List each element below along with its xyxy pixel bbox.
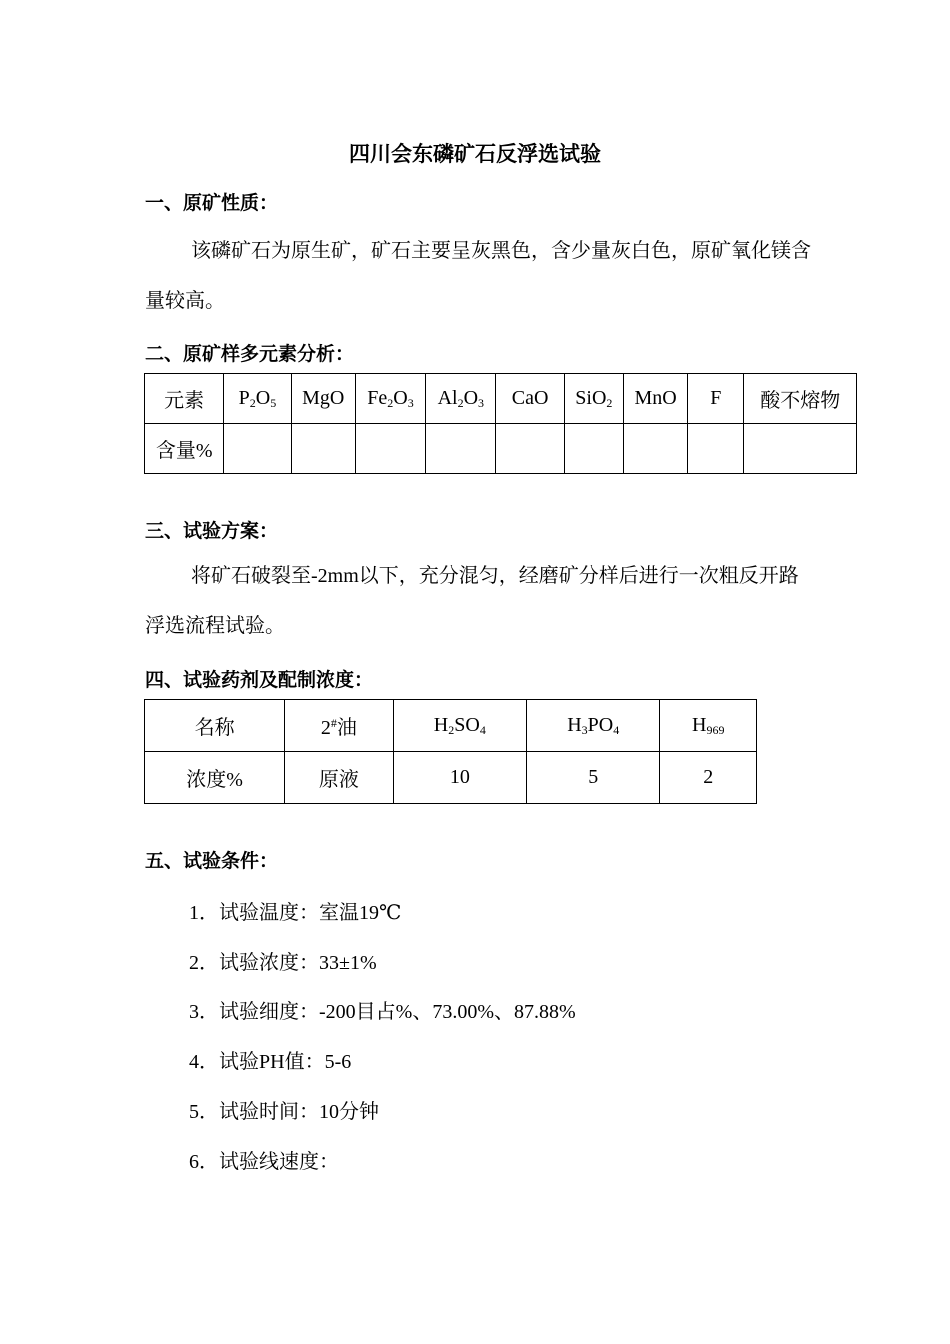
- section-heading-element-analysis: 二、原矿样多元素分析：: [145, 343, 355, 365]
- ore-properties-paragraph: 该磷矿石为原生矿，矿石主要呈灰黑色，含少量灰白色，原矿氧化镁含量较高。: [145, 240, 811, 312]
- table-header-cell: MgO: [291, 374, 355, 424]
- section-heading-reagents: 四、试验药剂及配制浓度：: [145, 669, 374, 691]
- reagent-table: [144, 699, 757, 804]
- condition-item-ph: 4．试验PH值：5-6: [189, 1051, 352, 1073]
- table-header-cell: $Fe_2O_3$: [355, 374, 425, 424]
- table-header-cell: CaO: [496, 374, 564, 424]
- table-cell: [564, 424, 623, 474]
- condition-item-temperature: 1．试验温度：室温19℃: [189, 902, 402, 924]
- table-header-cell: F: [688, 374, 744, 424]
- test-plan-paragraph: 将矿石破裂至-2mm以下，充分混匀，经磨矿分样后进行一次粗反开路浮选流程试验。: [145, 565, 799, 637]
- table-cell: [688, 424, 744, 474]
- table-header-cell: $Al_2O_3$: [426, 374, 496, 424]
- table-header-cell: $P_2O_5$: [224, 374, 291, 424]
- table-row: [145, 752, 757, 804]
- table-header-cell: $H_3PO_4$: [527, 700, 660, 752]
- condition-item-concentration: 2．试验浓度：33±1%: [189, 952, 377, 974]
- table-header-cell: MnO: [623, 374, 687, 424]
- table-row: [145, 424, 857, 474]
- table-cell: [426, 424, 496, 474]
- condition-item-line-speed: 6．试验线速度：: [189, 1151, 339, 1173]
- condition-item-time: 5．试验时间：10分钟: [189, 1101, 379, 1123]
- table-cell: [623, 424, 687, 474]
- table-cell: 2: [660, 752, 757, 804]
- table-header-cell: 酸不熔物: [744, 374, 857, 424]
- table-row-label: 含量%: [145, 424, 224, 474]
- table-header-cell: $H_2SO_4$: [393, 700, 526, 752]
- element-analysis-table: [144, 373, 857, 474]
- table-cell: 原液: [285, 752, 393, 804]
- table-cell: [224, 424, 291, 474]
- table-row: [145, 700, 757, 752]
- table-header-cell: $H_{969}$: [660, 700, 757, 752]
- table-cell: [496, 424, 564, 474]
- condition-item-fineness: 3．试验细度：-200目占%、73.00%、87.88%: [189, 1001, 576, 1023]
- document-title: 四川会东磷矿石反浮选试验: [349, 142, 601, 166]
- table-cell: 10: [393, 752, 526, 804]
- table-row-label: 浓度%: [145, 752, 285, 804]
- table-row: [145, 374, 857, 424]
- table-header-cell: 名称: [145, 700, 285, 752]
- table-cell: 5: [527, 752, 660, 804]
- table-header-cell: SiO$_2$: [564, 374, 623, 424]
- section-heading-test-plan: 三、试验方案：: [145, 520, 279, 542]
- table-cell: [355, 424, 425, 474]
- table-cell: [291, 424, 355, 474]
- table-cell: [744, 424, 857, 474]
- section-heading-test-conditions: 五、试验条件：: [145, 850, 279, 872]
- section-heading-ore-properties: 一、原矿性质：: [145, 192, 279, 214]
- table-header-cell: 元素: [145, 374, 224, 424]
- table-header-cell: 2#油: [285, 700, 393, 752]
